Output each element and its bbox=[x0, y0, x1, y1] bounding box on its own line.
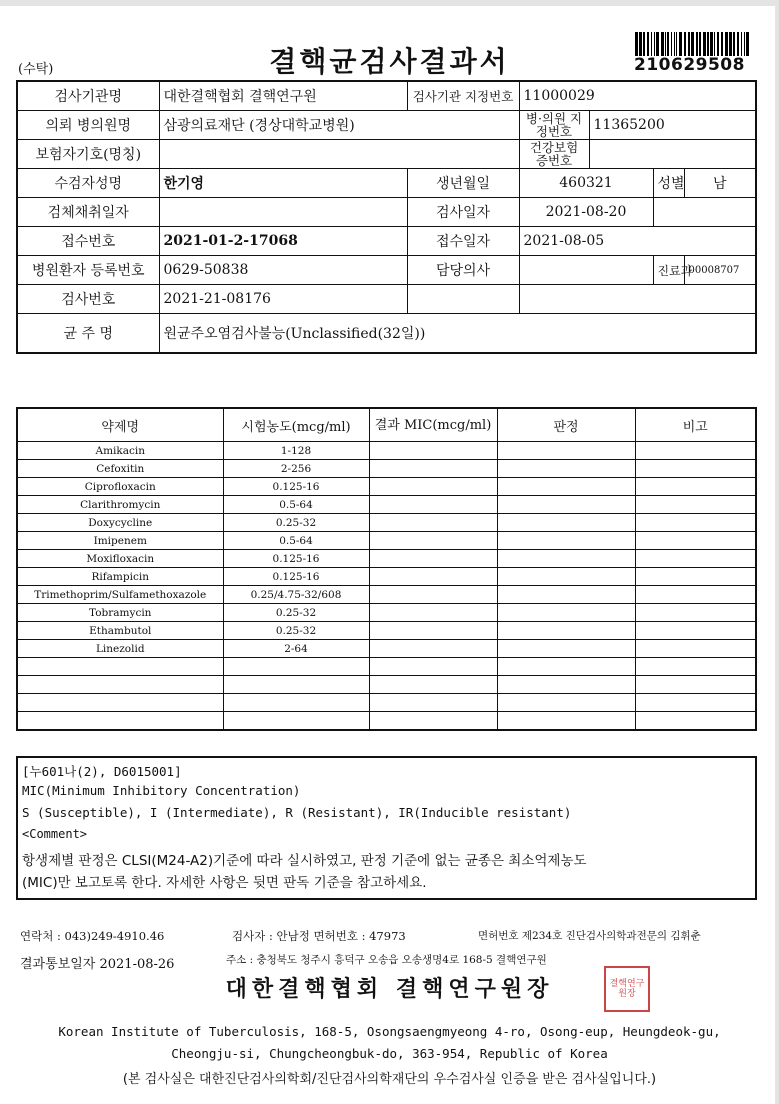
inst-value: 대한결핵협회 결핵연구원 bbox=[159, 81, 407, 111]
barcode-bar bbox=[741, 32, 742, 56]
insured-value bbox=[159, 140, 519, 169]
barcode-bar bbox=[656, 32, 659, 56]
barcode bbox=[635, 32, 747, 56]
barcode-bar bbox=[721, 32, 723, 56]
test-range: 0.5-64 bbox=[223, 532, 369, 550]
table-cell bbox=[497, 694, 635, 712]
table-row bbox=[17, 568, 756, 586]
inst-no-label: 검사기관 지정번호 bbox=[407, 81, 519, 111]
table-cell bbox=[497, 442, 635, 460]
table-row bbox=[17, 514, 756, 532]
table-cell bbox=[223, 694, 369, 712]
test-range: 0.125-16 bbox=[223, 478, 369, 496]
table-cell bbox=[497, 676, 635, 694]
receipt-label: 접수번호 bbox=[17, 227, 159, 256]
table-cell bbox=[369, 496, 497, 514]
table-cell bbox=[497, 640, 635, 658]
table-cell bbox=[497, 496, 635, 514]
sex-value: 남 bbox=[684, 169, 756, 198]
table-cell bbox=[635, 532, 756, 550]
table-cell bbox=[635, 712, 756, 731]
lab-name: 대한결핵협회 결핵연구원장 bbox=[225, 976, 554, 1002]
table-cell bbox=[369, 532, 497, 550]
barcode-bar bbox=[688, 32, 690, 56]
table-cell bbox=[635, 640, 756, 658]
barcode-bar bbox=[746, 32, 749, 56]
page-right-edge bbox=[775, 0, 779, 1104]
table-cell bbox=[497, 586, 635, 604]
barcode-bar bbox=[665, 32, 666, 56]
page-top-edge bbox=[0, 0, 779, 6]
table-row bbox=[17, 586, 756, 604]
table-cell bbox=[635, 496, 756, 514]
sex-label: 성별 bbox=[653, 169, 684, 198]
insured-label: 보험자기호(명칭) bbox=[17, 140, 159, 169]
table-cell bbox=[369, 658, 497, 676]
birth-value: 460321 bbox=[519, 169, 653, 198]
inst-label: 검사기관명 bbox=[17, 81, 159, 111]
drug-name: Ethambutol bbox=[17, 622, 223, 640]
table-cell bbox=[497, 460, 635, 478]
table-row bbox=[17, 658, 756, 676]
drug-name: Amikacin bbox=[17, 442, 223, 460]
receipt-value: 2021-01-2-17068 bbox=[159, 227, 407, 256]
barcode-bar bbox=[651, 32, 652, 56]
collect-value bbox=[159, 198, 407, 227]
table-cell bbox=[17, 712, 223, 731]
dept-value: 00008707 bbox=[684, 256, 756, 285]
species-value: 원균주오염검사불능(Unclassified(32일)) bbox=[159, 314, 756, 354]
trust-label: (수탁) bbox=[18, 62, 54, 77]
official-seal bbox=[604, 966, 650, 1012]
table-cell bbox=[369, 694, 497, 712]
certification: (본 검사실은 대한진단검사의학회/진단검사의학재단의 우수검사실 인증을 받은 검사실입니다.) bbox=[122, 1072, 657, 1087]
reg-label: 병원환자 등록번호 bbox=[17, 256, 159, 285]
birth-label: 생년월일 bbox=[407, 169, 519, 198]
barcode-bar bbox=[635, 32, 638, 56]
table-row bbox=[17, 622, 756, 640]
barcode-bar bbox=[671, 32, 672, 56]
test-no-blank-1 bbox=[407, 285, 519, 314]
drug-name: Tobramycin bbox=[17, 604, 223, 622]
health-value bbox=[589, 140, 756, 169]
barcode-bar bbox=[744, 32, 745, 56]
barcode-bar bbox=[703, 32, 706, 56]
test-range: 0.25-32 bbox=[223, 514, 369, 532]
table-row bbox=[17, 604, 756, 622]
table-row bbox=[17, 676, 756, 694]
barcode-number: 210629508 bbox=[634, 55, 745, 75]
species-label: 균 주 명 bbox=[17, 314, 159, 354]
test-range: 2-256 bbox=[223, 460, 369, 478]
barcode-bar bbox=[699, 32, 701, 56]
drug-name: Cefoxitin bbox=[17, 460, 223, 478]
test-range: 2-64 bbox=[223, 640, 369, 658]
address-kr: 주소 : 충청북도 청주시 흥덕구 오송읍 오송생명4로 168-5 결핵연구원 bbox=[226, 954, 547, 966]
table-row bbox=[17, 550, 756, 568]
table-cell bbox=[17, 694, 223, 712]
barcode-bar bbox=[714, 32, 715, 56]
drug-name: Doxycycline bbox=[17, 514, 223, 532]
comment-box bbox=[16, 756, 757, 900]
inst-no-value: 11000029 bbox=[519, 81, 756, 111]
table-cell bbox=[497, 604, 635, 622]
hosp-no-label: 병·의원 지정번호 bbox=[519, 111, 589, 140]
collect-label: 검체채취일자 bbox=[17, 198, 159, 227]
test-range: 0.25-32 bbox=[223, 622, 369, 640]
barcode-bar bbox=[737, 32, 739, 56]
table-cell bbox=[223, 712, 369, 731]
drug-name: Clarithromycin bbox=[17, 496, 223, 514]
test-range: 0.5-64 bbox=[223, 496, 369, 514]
report-date: 결과통보일자 2021-08-26 bbox=[20, 957, 175, 972]
health-label: 건강보험 증번호 bbox=[519, 140, 589, 169]
barcode-bar bbox=[733, 32, 735, 56]
barcode-bar bbox=[647, 32, 649, 56]
table-cell bbox=[635, 514, 756, 532]
comment-code: [누601나(2), D6015001] bbox=[22, 764, 182, 779]
comment-legend: S (Susceptible), I (Intermediate), R (Resistant), IR(Inducible resistant) bbox=[22, 805, 572, 820]
barcode-bar bbox=[676, 32, 677, 56]
table-cell bbox=[369, 442, 497, 460]
table-row bbox=[17, 442, 756, 460]
contact: 연락처 : 043)249-4910.46 bbox=[20, 929, 165, 943]
comment-heading: <Comment> bbox=[22, 827, 88, 841]
dept-label: 진료과 bbox=[653, 256, 684, 285]
table-row bbox=[17, 694, 756, 712]
barcode-bar bbox=[691, 32, 694, 56]
table-cell bbox=[369, 622, 497, 640]
barcode-bar bbox=[707, 32, 709, 56]
table-cell bbox=[223, 658, 369, 676]
table-row bbox=[17, 712, 756, 731]
hospital-label: 의뢰 병의원명 bbox=[17, 111, 159, 140]
test-range: 0.25/4.75-32/608 bbox=[223, 586, 369, 604]
test-range: 0.125-16 bbox=[223, 568, 369, 586]
table-cell bbox=[635, 622, 756, 640]
table-row bbox=[17, 460, 756, 478]
specialist: 면허번호 제234호 진단검사의학과전문의 김휘춘 bbox=[478, 930, 701, 942]
barcode-bar bbox=[710, 32, 713, 56]
table-cell bbox=[635, 460, 756, 478]
receipt-date-label: 접수일자 bbox=[407, 227, 519, 256]
drug-name: Moxifloxacin bbox=[17, 550, 223, 568]
test-range: 0.25-32 bbox=[223, 604, 369, 622]
table-cell bbox=[497, 550, 635, 568]
header-range: 시험농도(mcg/ml) bbox=[223, 408, 369, 442]
doctor-value bbox=[519, 256, 653, 285]
test-date-value: 2021-08-20 bbox=[519, 198, 653, 227]
barcode-bar bbox=[674, 32, 675, 56]
address-en-1: Korean Institute of Tuberculosis, 168-5, Osongsaengmyeong 4-ro, Osong-eup, Heungdeok-gu, bbox=[58, 1024, 721, 1039]
table-cell bbox=[497, 568, 635, 586]
barcode-bar bbox=[696, 32, 698, 56]
receipt-date-value: 2021-08-05 bbox=[519, 227, 756, 256]
barcode-bar bbox=[639, 32, 642, 56]
table-cell bbox=[635, 550, 756, 568]
address-en-2: Cheongju-si, Chungcheongbuk-do, 363-954, Republic of Korea bbox=[171, 1046, 608, 1061]
drug-name: Linezolid bbox=[17, 640, 223, 658]
drug-name: Trimethoprim/Sulfamethoxazole bbox=[17, 586, 223, 604]
drug-name: Ciprofloxacin bbox=[17, 478, 223, 496]
table-cell bbox=[369, 586, 497, 604]
hosp-no-value: 11365200 bbox=[589, 111, 756, 140]
table-cell bbox=[635, 586, 756, 604]
table-cell bbox=[369, 712, 497, 731]
table-cell bbox=[369, 640, 497, 658]
test-date-blank bbox=[653, 198, 756, 227]
barcode-bar bbox=[661, 32, 664, 56]
drug-name: Imipenem bbox=[17, 532, 223, 550]
table-cell bbox=[497, 514, 635, 532]
table-row bbox=[17, 478, 756, 496]
table-cell bbox=[635, 442, 756, 460]
table-cell bbox=[369, 568, 497, 586]
doctor-label: 담당의사 bbox=[407, 256, 519, 285]
table-cell bbox=[635, 568, 756, 586]
table-cell bbox=[17, 658, 223, 676]
header-drug: 약제명 bbox=[17, 408, 223, 442]
table-cell bbox=[635, 658, 756, 676]
table-cell bbox=[369, 460, 497, 478]
table-cell bbox=[635, 604, 756, 622]
table-cell bbox=[635, 478, 756, 496]
header-remarks: 비고 bbox=[635, 408, 756, 442]
test-no-value: 2021-21-08176 bbox=[159, 285, 407, 314]
test-range: 1-128 bbox=[223, 442, 369, 460]
table-cell bbox=[497, 478, 635, 496]
table-row bbox=[17, 640, 756, 658]
drug-susceptibility-table bbox=[16, 407, 757, 731]
table-cell bbox=[17, 676, 223, 694]
table-cell bbox=[369, 550, 497, 568]
reg-value: 0629-50838 bbox=[159, 256, 407, 285]
table-row bbox=[17, 496, 756, 514]
barcode-bar bbox=[725, 32, 728, 56]
table-cell bbox=[369, 514, 497, 532]
table-cell bbox=[369, 676, 497, 694]
barcode-bar bbox=[684, 32, 686, 56]
patient-info-table bbox=[16, 80, 757, 354]
table-cell bbox=[497, 658, 635, 676]
barcode-bar bbox=[654, 32, 655, 56]
table-row bbox=[17, 532, 756, 550]
test-date-label: 검사일자 bbox=[407, 198, 519, 227]
barcode-bar bbox=[667, 32, 669, 56]
patient-label: 수검자성명 bbox=[17, 169, 159, 198]
drug-name: Rifampicin bbox=[17, 568, 223, 586]
barcode-bar bbox=[643, 32, 645, 56]
table-cell bbox=[635, 676, 756, 694]
hospital-value: 삼광의료재단 (경상대학교병원) bbox=[159, 111, 519, 140]
test-no-blank-2 bbox=[519, 285, 756, 314]
document-title: 결핵균검사결과서 bbox=[269, 45, 510, 78]
barcode-bar bbox=[717, 32, 719, 56]
patient-value: 한기영 bbox=[159, 169, 407, 198]
test-range: 0.125-16 bbox=[223, 550, 369, 568]
table-cell bbox=[223, 676, 369, 694]
table-cell bbox=[497, 712, 635, 731]
header-mic: 결과 MIC(mcg/ml) bbox=[369, 408, 497, 442]
test-no-label: 검사번호 bbox=[17, 285, 159, 314]
table-cell bbox=[369, 478, 497, 496]
seal-text: 결핵연구원장 bbox=[609, 979, 645, 999]
header-judgement: 판정 bbox=[497, 408, 635, 442]
table-cell bbox=[497, 622, 635, 640]
comment-text-2: (MIC)만 보고토록 한다. 자세한 사항은 뒷면 판독 기준을 참고하세요. bbox=[22, 875, 427, 891]
tester: 검사자 : 안남정 면허번호 : 47973 bbox=[232, 929, 406, 943]
table-cell bbox=[497, 532, 635, 550]
comment-text-1: 항생제별 판정은 CLSI(M24-A2)기준에 따라 실시하였고, 판정 기준에 없는 균종은 최소억제농도 bbox=[22, 853, 587, 869]
barcode-bar bbox=[729, 32, 732, 56]
table-cell bbox=[369, 604, 497, 622]
table-cell bbox=[635, 694, 756, 712]
barcode-bar bbox=[679, 32, 682, 56]
comment-mic: MIC(Minimum Inhibitory Concentration) bbox=[22, 783, 301, 798]
